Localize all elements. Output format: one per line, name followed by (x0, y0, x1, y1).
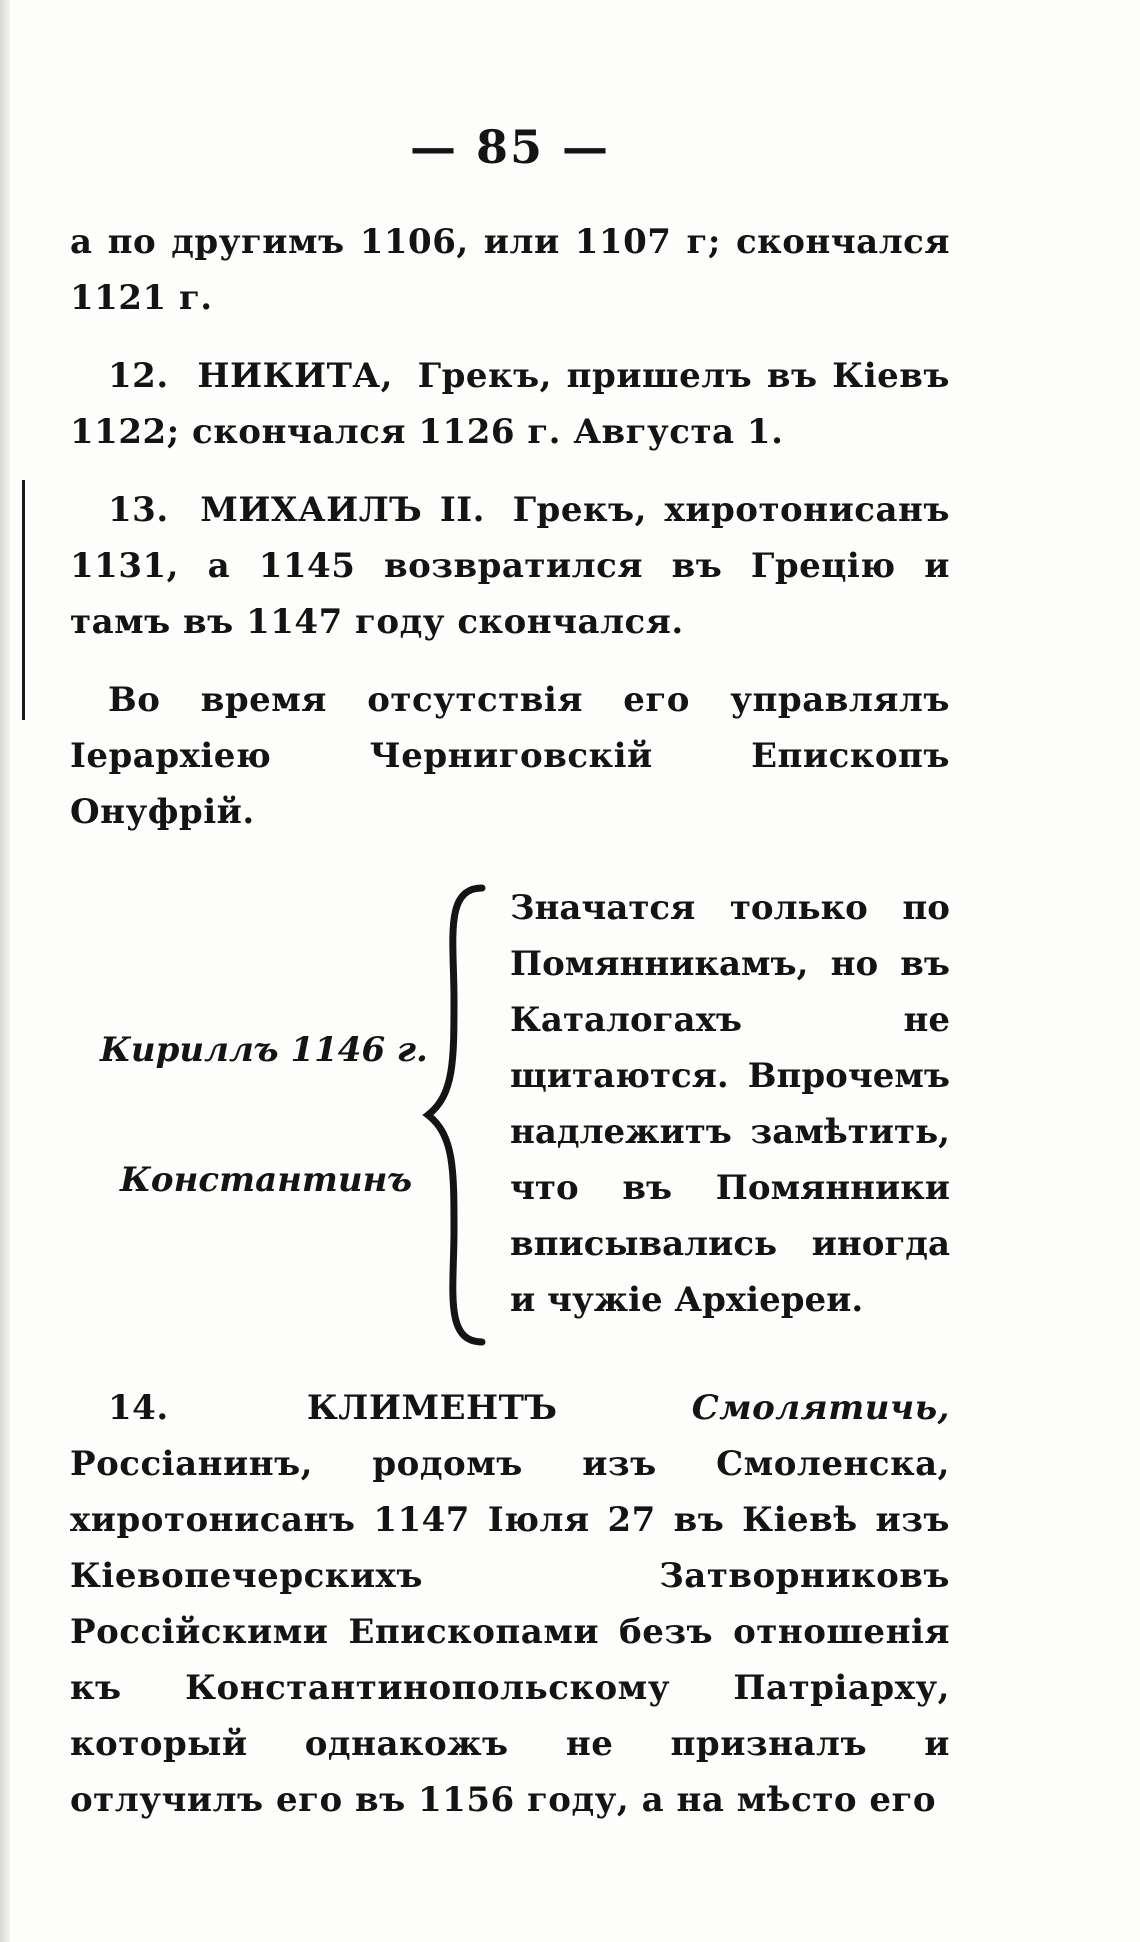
margin-rule (22, 480, 25, 720)
entry-number: 13. (108, 490, 169, 530)
entry-name: МИХАИЛЪ II. (200, 490, 485, 530)
entry-12 (70, 348, 950, 460)
entry-text: Грекъ, пришелъ въ Кіевъ 1122; скончался 1126 г. Августа 1. (70, 356, 950, 452)
entry-name-italic: Смолятичь, (691, 1388, 950, 1428)
name-kirill: Кириллъ 1146 г. (100, 1030, 428, 1070)
entry-13 (70, 482, 950, 650)
curly-brace (420, 880, 500, 1350)
side-note-text: Значатся только по Помянникамъ, но въ Каталогахъ не щитаются. Впрочемъ надлежитъ замѣтить, что въ Помянники вписывались иногда и чужіе Архіереи. (510, 888, 950, 1320)
paragraph-continuation: а по другимъ 1106, или 1107 г; скончался 1121 г. (70, 222, 950, 318)
book-page (70, 120, 950, 1850)
entry-text: Грекъ, хиротонисанъ 1131, а 1145 возвратился въ Грецію и тамъ въ 1147 году скончался. (70, 490, 950, 642)
page-spine-shadow (0, 0, 10, 1942)
entry-name: КЛИМЕНТЪ (306, 1388, 558, 1428)
left-names (90, 880, 430, 1350)
page-number: — 85 — (409, 120, 611, 174)
side-note-block (70, 880, 950, 1350)
entry-name: НИКИТА, (197, 356, 393, 396)
entry-number: 12. (108, 356, 169, 396)
entry-number: 14. (108, 1388, 169, 1428)
name-konstantin: Константинъ (120, 1160, 413, 1200)
paragraph-note: Во время отсутствія его управлялъ Іерархіею Черниговскій Епископъ Онуфрій. (70, 680, 950, 832)
entry-14 (70, 1380, 950, 1828)
entry-text: Россіанинъ, родомъ изъ Смоленска, хиротонисанъ 1147 Іюля 27 въ Кіевѣ изъ Кіевопечерскихъ Затворниковъ Россійскими Епископами безъ отношенія къ Константинопольскому Патріарху, который однакожъ не призналъ и отлучилъ его въ 1156 году, а на мѣсто его (70, 1444, 950, 1820)
